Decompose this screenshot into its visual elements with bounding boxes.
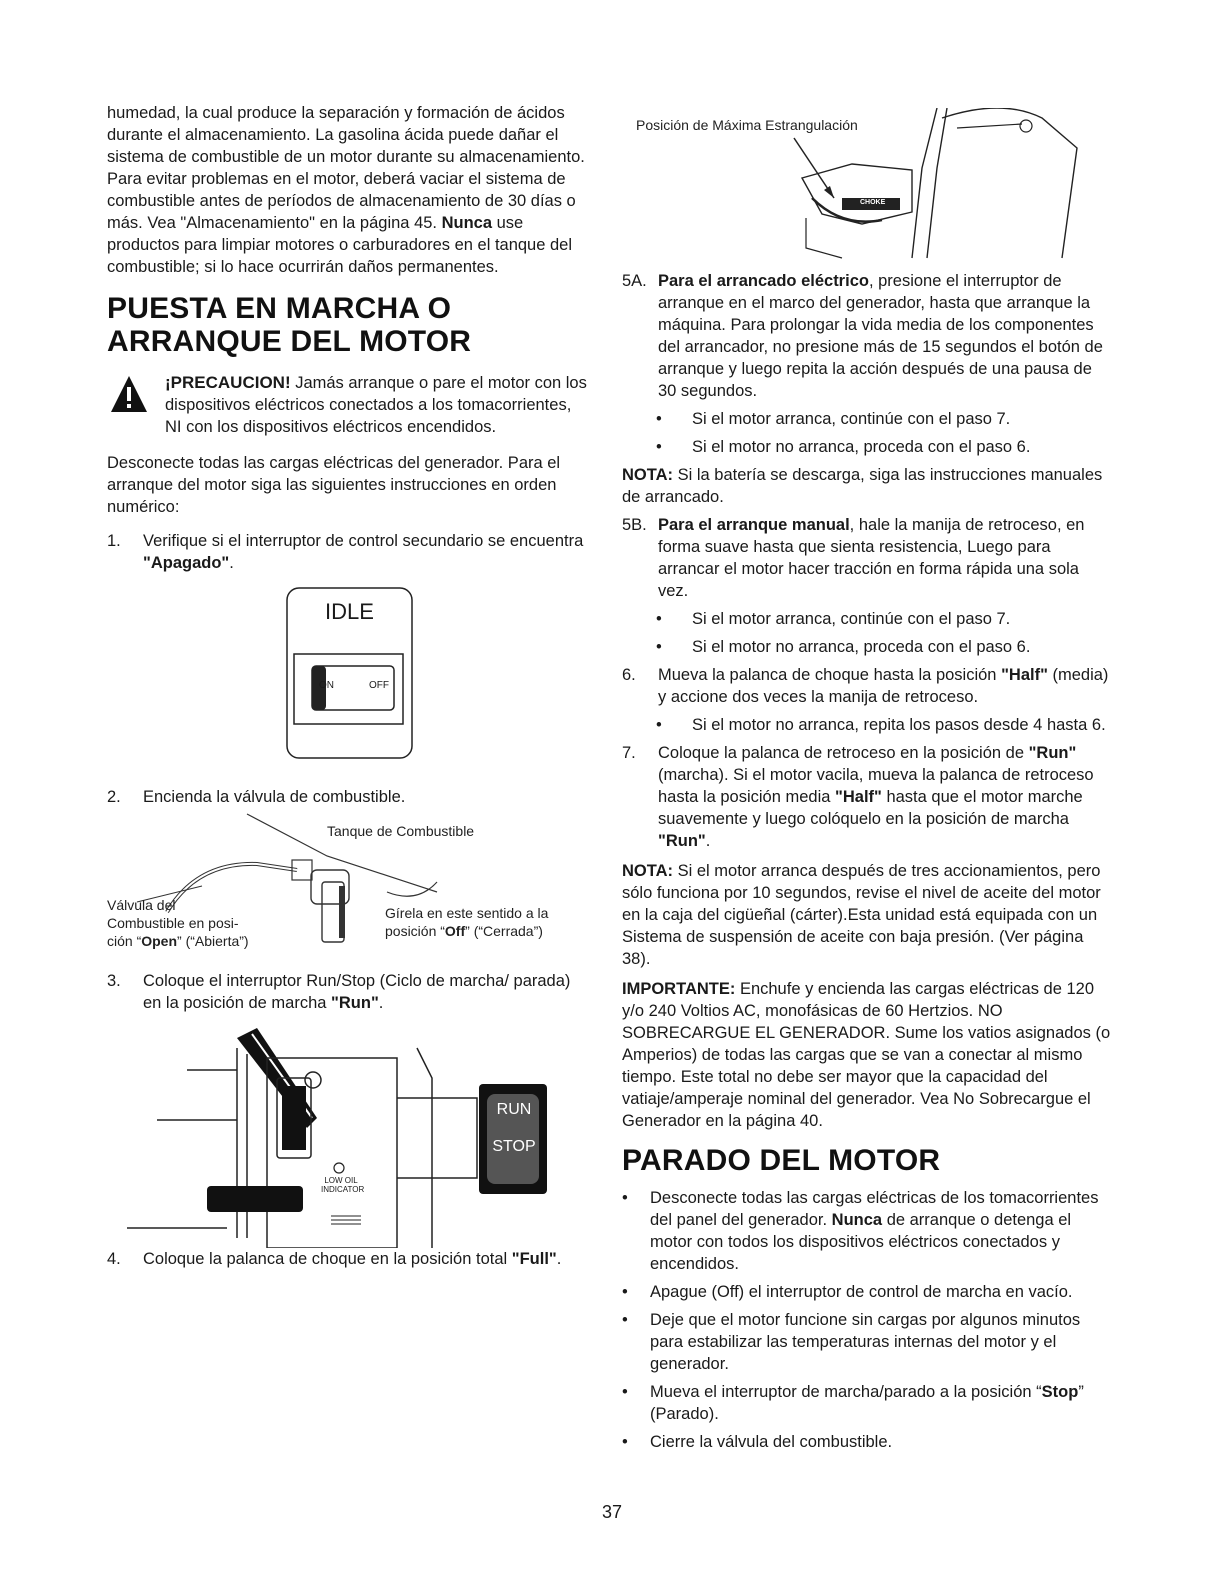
choke-label: CHOKE (860, 199, 886, 206)
step-4: 4. Coloque la palanca de choque en la posición total "Full". (107, 1250, 562, 1268)
stop-bullet-2: • Apague (Off) el interruptor de control de marcha en vacío. (622, 1283, 1073, 1301)
idle-switch-figure (107, 582, 587, 778)
switch-on-label: ON (319, 680, 334, 691)
stop-bullet-1: • Desconecte todas las cargas eléctricas de los tomacorrientes del panel del generador. Nunca de arranque o detenga el motor con todos los dispositivos eléctricos conectados y encendidos. (622, 1189, 1099, 1273)
step-6-bullet-1: • Si el motor no arranca, repita los pasos desde 4 hasta 6. (656, 716, 1106, 734)
low-oil-indicator-label: LOW OIL INDICATOR (321, 1176, 365, 1194)
step-5a-bullet-2: • Si el motor no arranca, proceda con el paso 6. (656, 438, 1031, 456)
step-6: 6. Mueva la palanca de choque hasta la posición "Half" (media) y accione dos veces la manija de retroceso. (622, 666, 1109, 706)
step-5b: 5B. Para el arranque manual, hale la manija de retroceso, en forma suave hasta que sienta resistencia, Luego para arrancar el motor hacer tracción en forma rápida una sola vez. (622, 516, 1085, 600)
stop-bullet-5: • Cierre la válvula del combustible. (622, 1433, 893, 1451)
heading-stop-engine: PARADO DEL MOTOR (622, 1144, 941, 1177)
caution-text: Jamás arranque o pare el motor con los dispositivos eléctricos conectados a los tomacorrientes, NI con los dispositivos eléctricos encendidos. (165, 374, 587, 436)
right-column (622, 108, 1112, 1459)
disconnect-paragraph: Desconecte todas las cargas eléctricas del generador. Para el arranque del motor siga las siguientes instrucciones en orden numérico: (107, 454, 561, 516)
warning-triangle-icon (109, 374, 149, 414)
heading-start-engine: PUESTA EN MARCHA O ARRANQUE DEL MOTOR (107, 292, 472, 358)
nota-battery: NOTA: Si la batería se descarga, siga las instrucciones manuales de arrancado. (622, 466, 1103, 506)
choke-figure (622, 108, 1112, 270)
step-5b-bullet-2: • Si el motor no arranca, proceda con el paso 6. (656, 638, 1031, 656)
run-label: RUN (496, 1101, 532, 1118)
step-5b-bullet-1: • Si el motor arranca, continúe con el paso 7. (656, 610, 1011, 628)
step-2: 2. Encienda la válvula de combustible. (107, 788, 406, 806)
fuel-valve-figure (107, 812, 587, 970)
left-column (107, 102, 587, 1274)
turn-direction-label: Gírela en este sentido a la posición “Off” (“Cerrada”) (385, 905, 549, 939)
caution-label: ¡PRECAUCION! (165, 373, 291, 392)
fuel-tank-label: Tanque de Combustible (327, 823, 475, 839)
step-1: 1. Verifique si el interruptor de control secundario se encuentra "Apagado". (107, 532, 584, 572)
idle-label: IDLE (325, 599, 374, 624)
run-stop-figure (107, 1018, 587, 1248)
nota-oil: NOTA: Si el motor arranca después de tres accionamientos, pero sólo funciona por 10 segundos, revise el nivel de aceite del motor en la caja del cigüeñal (cárter).Esta unidad está equipada con un Sistema de suspensión de aceite con baja presión. (Ver página 38). (622, 862, 1101, 968)
stop-bullet-3: • Deje que el motor funcione sin cargas por algunos minutos para estabilizar las temperaturas internas del motor y el generador. (622, 1311, 1081, 1373)
valve-label: Válvula del Combustible en posi- ción “Open” (“Abierta”) (107, 897, 249, 949)
page-number: 37 (601, 1502, 623, 1522)
caution-block (107, 372, 587, 438)
run-stop-drawing (107, 1018, 587, 1248)
importante-paragraph: IMPORTANTE: Enchufe y encienda las cargas eléctricas de 120 y/o 240 Voltios AC, monofásicas de 60 Hertzios. NO SOBRECARGUE EL GENERADOR. Sume los vatios asignados (o Amperios) de todas las cargas que se van a conectar al mismo tiempo. Este total no debe ser mayor que la capacidad del vatiaje/amperaje nominal del generador. Vea No Sobrecargue el Generador en la página 40. (622, 980, 1111, 1130)
step-3: 3. Coloque el interruptor Run/Stop (Ciclo de marcha/ parada) en la posición de marcha "Run". (107, 972, 571, 1012)
choke-caption: Posición de Máxima Estrangulación (636, 117, 858, 133)
step-7: 7. Coloque la palanca de retroceso en la posición de "Run" (marcha). Si el motor vacila, mueva la palanca de retroceso hasta la posición media "Half" hasta que el motor marche suavemente y luego colóquelo en la posición de marcha "Run". (622, 744, 1094, 850)
stop-label: STOP (492, 1138, 536, 1155)
intro-paragraph: humedad, la cual produce la separación y formación de ácidos durante el almacenamiento. La gasolina ácida puede dañar el sistema de combustible de un motor durante su almacenamiento. Para evitar problemas en el motor, deberá vaciar el sistema de combustible antes de períodos de almacenamiento de 30 días o más. Vea "Almacenamiento" en la página 45. Nunca use productos para limpiar motores o carburadores en el tanque del combustible; si lo hace ocurrirán daños permanentes. (107, 104, 585, 276)
switch-off-label: OFF (369, 680, 389, 691)
step-5a-bullet-1: • Si el motor arranca, continúe con el paso 7. (656, 410, 1011, 428)
step-5a: 5A. Para el arrancado eléctrico, presione el interruptor de arranque en el marco del generador, hasta que arranque la máquina. Para prolongar la vida media de los componentes del arrancador, no presione más de 15 segundos el botón de arranque y luego repita la acción después de una pausa de 30 segundos. (622, 272, 1103, 400)
stop-bullet-4: • Mueva el interruptor de marcha/parado a la posición “Stop” (Parado). (622, 1383, 1084, 1423)
